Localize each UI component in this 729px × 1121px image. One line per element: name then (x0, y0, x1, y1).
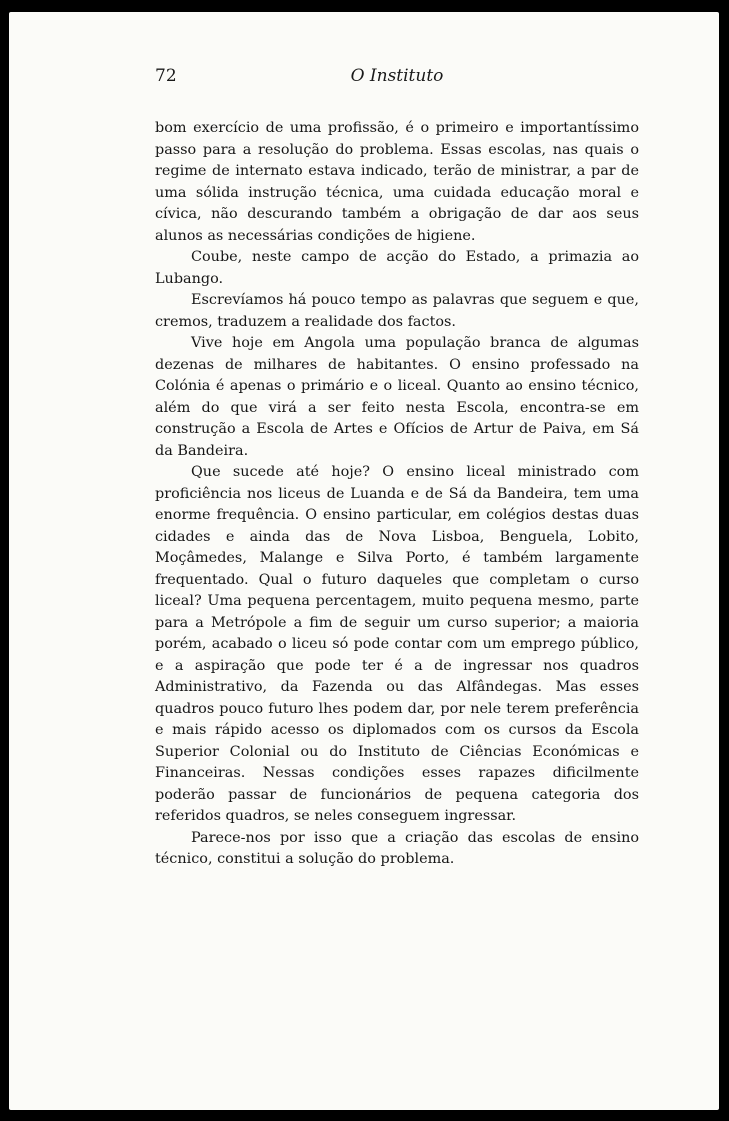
paragraph: Vive hoje em Angola uma população branca de algumas dezenas de milhares de habitantes. O ensino professado na Colónia é apenas o primário e o liceal. Quanto ao ensino técnico, além do que virá a ser feito nesta Escola, encontra-se em construção a Escola de Artes e Ofícios de Artur de Paiva, em Sá da Bandeira. (155, 335, 639, 459)
body-text (155, 118, 639, 871)
paragraph: Escrevíamos há pouco tempo as palavras que seguem e que, cremos, traduzem a realidade dos factos. (155, 292, 639, 330)
page-number: 72 (155, 66, 177, 86)
paragraph: Que sucede até hoje? O ensino liceal ministrado com proficiência nos liceus de Luanda e de Sá da Bandeira, tem uma enorme frequência. O ensino particular, em colégios destas duas cidades e ainda das de Nova Lisboa, Benguela, Lobito, Moçâmedes, Malange e Silva Porto, é também largamente frequentado. Qual o futuro daqueles que completam o curso liceal? Uma pequena percentagem, muito pequena mesmo, parte para a Metrópole a fim de seguir um curso superior; a maioria porém, acabado o liceu só pode contar com um emprego público, e a aspiração que pode ter é a de ingressar nos quadros Administrativo, da Fazenda ou das Alfândegas. Mas esses quadros pouco futuro lhes podem dar, por nele terem preferência e mais rápido acesso os diplomados com os cursos da Escola Superior Colonial ou do Instituto de Ciências Económicas e Financeiras. Nessas condições esses rapazes dificilmente poderão passar de funcionários de pequena categoria dos referidos quadros, se neles conseguem ingressar. (155, 464, 639, 824)
paragraph: Parece-nos por isso que a criação das escolas de ensino técnico, constitui a solução do problema. (155, 829, 639, 867)
page-header (155, 66, 639, 96)
paragraph: Coube, neste campo de acção do Estado, a primazia ao Lubango. (155, 249, 639, 287)
running-title: O Instituto (350, 66, 444, 86)
paragraph: bom exercício de uma profissão, é o primeiro e importantíssimo passo para a resolução do problema. Essas escolas, nas quais o regime de internato estava indicado, terão de ministrar, a par de uma sólida instrução técnica, uma cuidada educação moral e cívica, não descurando também a obrigação de dar aos seus alunos as necessárias condições de higiene. (155, 120, 639, 244)
